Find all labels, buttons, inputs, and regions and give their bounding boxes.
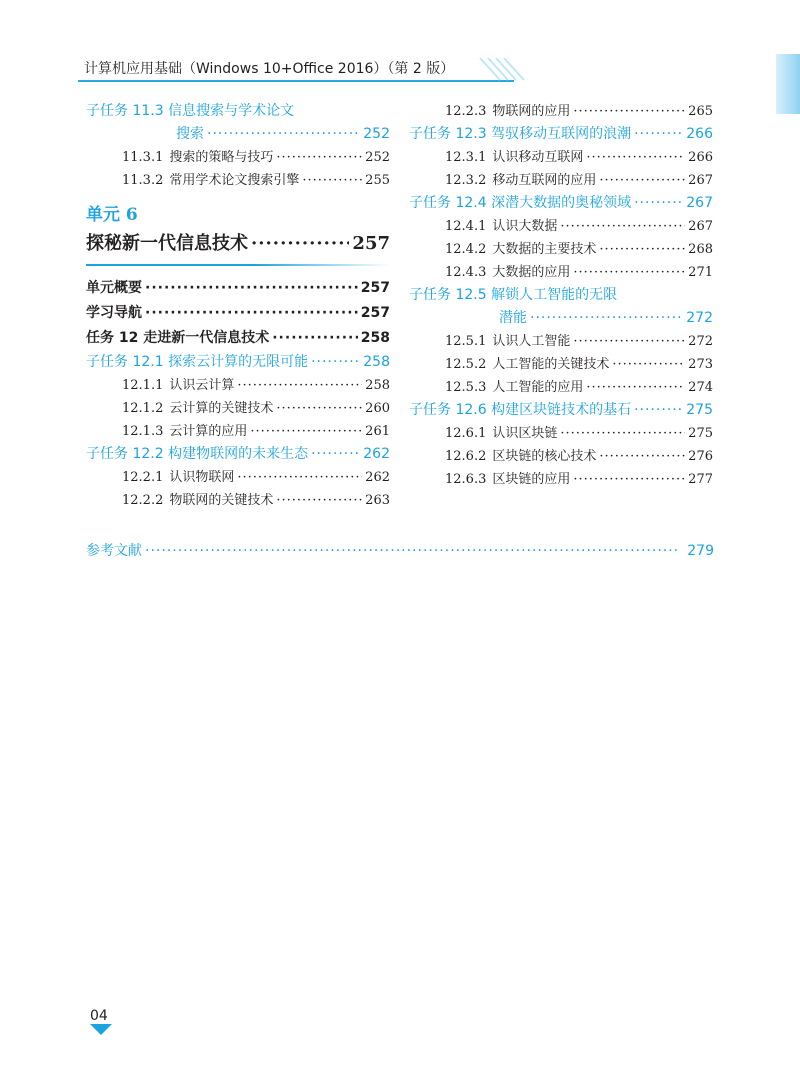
toc-subtask-12-6[interactable] — [409, 399, 713, 422]
toc-page-number: 275 — [688, 426, 713, 441]
toc-section[interactable] — [409, 215, 713, 238]
toc-entry-title: 探秘新一代信息技术 — [86, 233, 248, 254]
toc-section[interactable] — [409, 261, 713, 284]
toc-subtask-12-2[interactable] — [86, 443, 390, 466]
toc-entry-title: 潜能 — [499, 310, 527, 326]
toc-entry-title: 子任务 12.1 探索云计算的无限可能 — [86, 354, 309, 370]
toc-subtask-12-5[interactable] — [409, 284, 713, 307]
unit-divider — [86, 264, 390, 266]
toc-main-entry[interactable] — [86, 276, 390, 301]
toc-page-number: 273 — [688, 357, 713, 372]
section-number: 11.3.1 — [122, 150, 164, 165]
toc-right-column — [409, 100, 713, 491]
running-header — [78, 60, 514, 82]
toc-entry-title: 区块链的核心技术 — [492, 449, 597, 464]
leader-dots — [573, 330, 685, 353]
toc-entry-title: 认识大数据 — [492, 219, 558, 234]
toc-page-number: 276 — [688, 449, 713, 464]
toc-page-number: 267 — [688, 219, 713, 234]
section-number: 12.3.1 — [445, 150, 487, 165]
toc-page-number: 279 — [687, 543, 714, 559]
toc-page-number: 257 — [360, 305, 390, 321]
section-number: 12.4.2 — [445, 242, 487, 257]
toc-page-number: 257 — [360, 280, 390, 296]
leader-dots — [272, 326, 358, 351]
toc-section[interactable] — [409, 422, 713, 445]
toc-entry-title: 移动互联网的应用 — [492, 173, 597, 188]
toc-subtask-11-3[interactable] — [86, 100, 390, 123]
leader-dots — [145, 301, 358, 326]
toc-entry-title: 认识物联网 — [169, 470, 235, 485]
leader-dots — [145, 540, 684, 562]
toc-section[interactable] — [86, 420, 390, 443]
toc-page-number: 272 — [688, 334, 713, 349]
toc-page-number: 266 — [686, 126, 713, 142]
toc-page-number: 275 — [686, 402, 713, 418]
toc-page-number: 260 — [365, 401, 390, 416]
book-title: 计算机应用基础（Windows 10+Office 2016）（第 2 版） — [84, 61, 455, 77]
toc-section[interactable] — [409, 330, 713, 353]
toc-entry-title: 认识区块链 — [492, 426, 558, 441]
section-number: 12.2.1 — [122, 470, 164, 485]
toc-subtask-12-1[interactable] — [86, 351, 390, 374]
toc-unit-title[interactable] — [86, 228, 390, 260]
toc-page-number: 266 — [688, 150, 713, 165]
toc-section[interactable] — [409, 353, 713, 376]
toc-references[interactable] — [86, 540, 714, 562]
leader-dots — [311, 443, 360, 466]
unit-label: 单元 6 — [86, 205, 138, 225]
toc-section[interactable] — [86, 397, 390, 420]
page-number: 04 — [90, 1008, 108, 1024]
leader-dots — [237, 466, 362, 489]
toc-section[interactable] — [86, 374, 390, 397]
toc-page-number: 262 — [365, 470, 390, 485]
leader-dots — [586, 376, 685, 399]
section-number: 12.6.3 — [445, 472, 487, 487]
section-number: 12.2.3 — [445, 104, 487, 119]
section-number: 12.1.3 — [122, 424, 164, 439]
leader-dots — [599, 238, 685, 261]
toc-subtask-12-4[interactable] — [409, 192, 713, 215]
toc-section[interactable] — [409, 445, 713, 468]
toc-section[interactable] — [409, 238, 713, 261]
toc-left-column — [86, 100, 390, 512]
toc-entry-title: 大数据的主要技术 — [492, 242, 597, 257]
toc-page-number: 272 — [686, 310, 713, 326]
section-number: 12.5.2 — [445, 357, 487, 372]
leader-dots — [599, 169, 685, 192]
section-number: 11.3.2 — [122, 173, 164, 188]
leader-dots — [311, 351, 360, 374]
toc-section[interactable] — [86, 466, 390, 489]
section-number: 12.5.3 — [445, 380, 487, 395]
toc-page-number: 257 — [352, 233, 390, 254]
toc-section[interactable] — [409, 146, 713, 169]
toc-entry-title: 子任务 12.3 驾驭移动互联网的浪潮 — [409, 126, 632, 142]
toc-page-number: 274 — [688, 380, 713, 395]
toc-entry-title: 物联网的关键技术 — [169, 493, 274, 508]
leader-dots — [207, 123, 360, 146]
toc-page-number: 258 — [363, 354, 390, 370]
toc-section[interactable] — [409, 376, 713, 399]
toc-subtask-12-3[interactable] — [409, 123, 713, 146]
toc-entry-title: 参考文献 — [86, 543, 142, 559]
leader-dots — [302, 169, 362, 192]
toc-section[interactable] — [86, 146, 390, 169]
leader-dots — [586, 146, 685, 169]
leader-dots — [237, 374, 362, 397]
leader-dots — [251, 228, 349, 260]
leader-dots — [250, 420, 362, 443]
leader-dots — [573, 100, 685, 123]
leader-dots — [276, 397, 362, 420]
toc-entry-title: 常用学术论文搜索引擎 — [169, 173, 300, 188]
toc-entry-title: 认识移动互联网 — [492, 150, 584, 165]
leader-dots — [634, 123, 683, 146]
toc-entry-title: 物联网的应用 — [492, 104, 571, 119]
toc-page-number: 258 — [365, 378, 390, 393]
leader-dots — [276, 489, 362, 512]
toc-entry-title: 云计算的应用 — [169, 424, 248, 439]
toc-entry-title: 单元概要 — [86, 280, 142, 296]
toc-page-number: 252 — [365, 150, 390, 165]
toc-page-number: 268 — [688, 242, 713, 257]
section-number: 12.5.1 — [445, 334, 487, 349]
toc-page-number: 277 — [688, 472, 713, 487]
toc-section[interactable] — [409, 100, 713, 123]
toc-entry-title: 云计算的关键技术 — [169, 401, 274, 416]
toc-entry-title: 大数据的应用 — [492, 265, 571, 280]
section-number: 12.4.3 — [445, 265, 487, 280]
leader-dots — [573, 261, 685, 284]
toc-entry-title: 认识云计算 — [169, 378, 235, 393]
toc-main-entry[interactable] — [86, 301, 390, 326]
toc-entry-title: 子任务 12.6 构建区块链技术的基石 — [409, 402, 632, 418]
toc-subtask-11-3-cont[interactable] — [86, 123, 390, 146]
leader-dots — [145, 276, 358, 301]
section-number: 12.1.1 — [122, 378, 164, 393]
section-number: 12.1.2 — [122, 401, 164, 416]
toc-entry-title: 搜索 — [176, 126, 204, 142]
toc-entry-title: 子任务 12.5 解锁人工智能的无限 — [409, 287, 618, 303]
section-number: 12.3.2 — [445, 173, 487, 188]
toc-page-number: 258 — [360, 330, 390, 346]
leader-dots — [276, 146, 362, 169]
toc-page-number: 267 — [686, 195, 713, 211]
toc-page-number: 261 — [365, 424, 390, 439]
section-number: 12.6.2 — [445, 449, 487, 464]
section-number: 12.2.2 — [122, 493, 164, 508]
header-stripes-decoration — [470, 58, 530, 82]
toc-entry-title: 子任务 12.4 深潜大数据的奥秘领域 — [409, 195, 632, 211]
page-marker-triangle-icon — [90, 1024, 112, 1035]
leader-dots — [634, 399, 683, 422]
toc-section[interactable] — [86, 489, 390, 512]
leader-dots — [530, 307, 683, 330]
toc-task-12[interactable] — [86, 326, 390, 351]
toc-page-number: 265 — [688, 104, 713, 119]
toc-section[interactable] — [86, 169, 390, 192]
toc-entry-title: 人工智能的应用 — [492, 380, 584, 395]
toc-section[interactable] — [409, 468, 713, 491]
section-number: 12.6.1 — [445, 426, 487, 441]
leader-dots — [634, 192, 683, 215]
leader-dots — [573, 468, 685, 491]
leader-dots — [560, 422, 685, 445]
toc-entry-title: 区块链的应用 — [492, 472, 571, 487]
toc-subtask-12-5-cont[interactable] — [409, 307, 713, 330]
toc-entry-title: 学习导航 — [86, 305, 142, 321]
side-tab-decoration — [776, 54, 800, 114]
toc-entry-title: 任务 12 走进新一代信息技术 — [86, 330, 270, 346]
toc-page-number: 262 — [363, 446, 390, 462]
leader-dots — [612, 353, 685, 376]
leader-dots — [560, 215, 685, 238]
toc-entry-title: 子任务 12.2 构建物联网的未来生态 — [86, 446, 309, 462]
toc-page-number: 267 — [688, 173, 713, 188]
toc-page-number: 263 — [365, 493, 390, 508]
toc-page-number: 255 — [365, 173, 390, 188]
toc-page-number: 271 — [688, 265, 713, 280]
leader-dots — [599, 445, 685, 468]
toc-entry-title: 搜索的策略与技巧 — [169, 150, 274, 165]
section-number: 12.4.1 — [445, 219, 487, 234]
toc-entry-title: 人工智能的关键技术 — [492, 357, 610, 372]
toc-entry-title: 认识人工智能 — [492, 334, 571, 349]
toc-page-number: 252 — [363, 126, 390, 142]
toc-section[interactable] — [409, 169, 713, 192]
toc-entry-title: 子任务 11.3 信息搜索与学术论文 — [86, 103, 295, 119]
